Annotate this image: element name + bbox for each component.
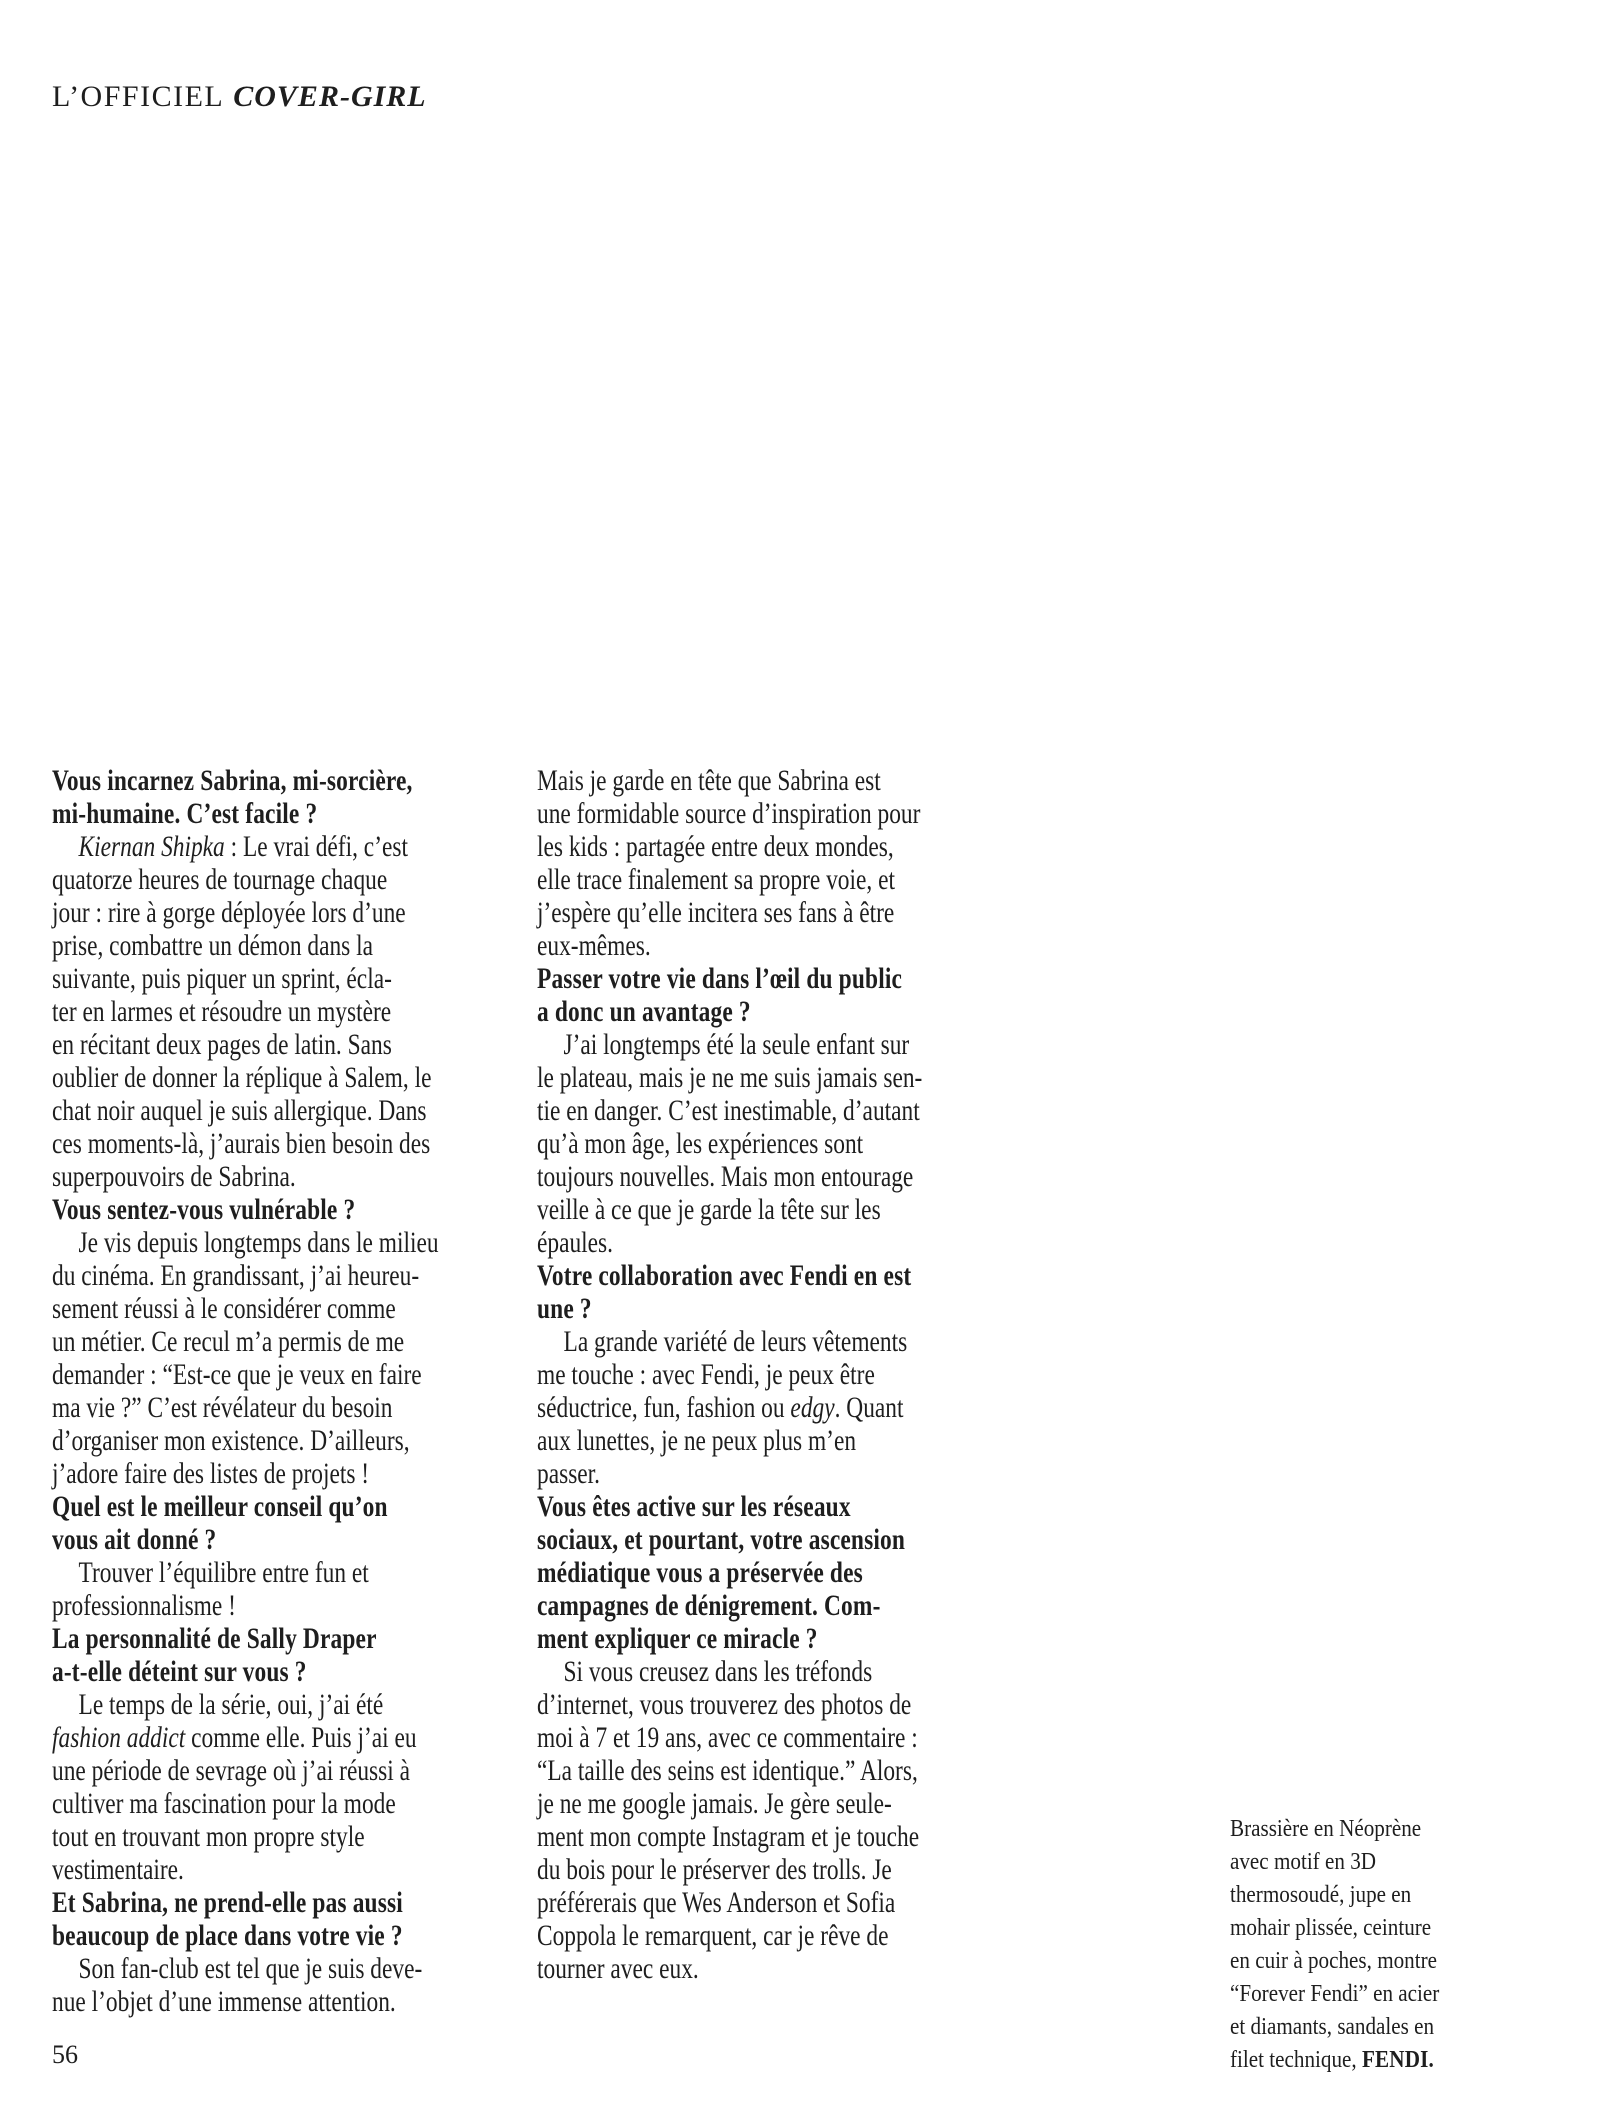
text-line: [537, 1655, 922, 1688]
text-line: [52, 1985, 439, 2018]
text-run: filet technique,: [1230, 2047, 1362, 2073]
text-line: [52, 1523, 439, 1556]
text-run: d’organiser mon existence. D’ailleurs,: [52, 1424, 410, 1457]
text-line: [52, 1457, 439, 1490]
text-line: [537, 1259, 922, 1292]
magazine-header: [52, 80, 427, 114]
text-line: [52, 1325, 439, 1358]
text-line: [52, 1358, 439, 1391]
photo-caption: [1230, 1813, 1439, 2077]
text-run: . Quant: [834, 1391, 904, 1424]
text-run: a donc un avantage ?: [537, 995, 751, 1028]
text-line: [52, 1061, 439, 1094]
text-line: [52, 1028, 439, 1061]
text-line: [52, 962, 439, 995]
text-run: prise, combattre un démon dans la: [52, 929, 374, 962]
text-run: qu’à mon âge, les expériences sont: [537, 1127, 864, 1160]
magazine-brand: L’OFFICIEL: [52, 80, 225, 113]
text-run: Son fan-club est tel que je suis deve-: [78, 1952, 423, 1985]
text-run: toujours nouvelles. Mais mon entourage: [537, 1160, 914, 1193]
text-line: [537, 797, 922, 830]
text-run: J’ai longtemps été la seule enfant sur: [563, 1028, 910, 1061]
text-run: comme elle. Puis j’ai eu: [185, 1721, 417, 1754]
text-run: j’adore faire des listes de projets !: [52, 1457, 370, 1490]
text-line: [537, 1820, 922, 1853]
text-line: [52, 929, 439, 962]
text-line: [537, 1853, 922, 1886]
text-run: mohair plissée, ceinture: [1230, 1915, 1432, 1941]
text-line: [537, 962, 922, 995]
text-run: passer.: [537, 1457, 601, 1490]
text-line: [537, 1325, 922, 1358]
text-line: [537, 1457, 922, 1490]
text-line: [537, 830, 922, 863]
text-run: veille à ce que je garde la tête sur les: [537, 1193, 881, 1226]
text-line: [1230, 1978, 1439, 2011]
text-run: moi à 7 et 19 ans, avec ce commentaire :: [537, 1721, 918, 1754]
text-run: sociaux, et pourtant, votre ascension: [537, 1523, 906, 1556]
text-line: [52, 1292, 439, 1325]
text-run: Vous sentez-vous vulnérable ?: [52, 1193, 356, 1226]
text-run: Passer votre vie dans l’œil du public: [537, 962, 903, 995]
text-line: [52, 1160, 439, 1193]
text-run: un métier. Ce recul m’a permis de me: [52, 1325, 405, 1358]
text-line: [52, 1721, 439, 1754]
text-line: [52, 1787, 439, 1820]
text-line: [52, 995, 439, 1028]
text-run: “La taille des seins est identique.” Alors,: [537, 1754, 918, 1787]
text-run: Kiernan Shipka: [78, 830, 225, 863]
text-run: Et Sabrina, ne prend-elle pas aussi: [52, 1886, 403, 1919]
text-line: [52, 1655, 439, 1688]
text-run: Vous incarnez Sabrina, mi-sorcière,: [52, 764, 413, 797]
text-line: [537, 1886, 922, 1919]
text-run: campagnes de dénigrement. Com-: [537, 1589, 881, 1622]
text-line: [537, 929, 922, 962]
text-line: [537, 1556, 922, 1589]
text-run: nue l’objet d’une immense attention.: [52, 1985, 396, 2018]
text-line: [537, 1721, 922, 1754]
text-line: [52, 1820, 439, 1853]
text-line: [537, 1391, 922, 1424]
text-line: [52, 1127, 439, 1160]
text-line: [537, 1127, 922, 1160]
text-line: [52, 1853, 439, 1886]
text-line: [52, 1094, 439, 1127]
text-run: superpouvoirs de Sabrina.: [52, 1160, 296, 1193]
text-line: [537, 1787, 922, 1820]
text-run: “Forever Fendi” en acier: [1230, 1981, 1440, 2007]
text-line: [52, 1556, 439, 1589]
text-line: [1230, 1945, 1439, 1978]
text-run: en cuir à poches, montre: [1230, 1948, 1438, 1974]
text-line: [537, 995, 922, 1028]
text-run: avec motif en 3D: [1230, 1849, 1377, 1875]
text-line: [52, 1919, 439, 1952]
text-run: cultiver ma fascination pour la mode: [52, 1787, 396, 1820]
text-line: [537, 1622, 922, 1655]
article-column-2: [537, 764, 922, 1985]
text-line: [1230, 1912, 1439, 1945]
text-run: ter en larmes et résoudre un mystère: [52, 995, 392, 1028]
text-line: [52, 1622, 439, 1655]
text-run: ces moments-là, j’aurais bien besoin des: [52, 1127, 431, 1160]
text-line: [52, 1259, 439, 1292]
text-run: demander : “Est-ce que je veux en faire: [52, 1358, 422, 1391]
text-line: [537, 1919, 922, 1952]
text-run: thermosoudé, jupe en: [1230, 1882, 1412, 1908]
text-line: [537, 863, 922, 896]
text-line: [1230, 1813, 1439, 1846]
text-run: une formidable source d’inspiration pour: [537, 797, 921, 830]
text-line: [52, 1754, 439, 1787]
text-line: [537, 764, 922, 797]
text-run: j’espère qu’elle incitera ses fans à être: [537, 896, 895, 929]
text-run: en récitant deux pages de latin. Sans: [52, 1028, 392, 1061]
text-run: les kids : partagée entre deux mondes,: [537, 830, 894, 863]
text-run: Vous êtes active sur les réseaux: [537, 1490, 851, 1523]
text-line: [52, 1886, 439, 1919]
text-run: aux lunettes, je ne peux plus m’en: [537, 1424, 857, 1457]
text-line: [537, 1226, 922, 1259]
text-run: Coppola le remarquent, car je rêve de: [537, 1919, 889, 1952]
text-line: [52, 1589, 439, 1622]
text-run: a-t-elle déteint sur vous ?: [52, 1655, 307, 1688]
text-run: d’internet, vous trouverez des photos de: [537, 1688, 912, 1721]
text-line: [537, 1490, 922, 1523]
text-run: : Le vrai défi, c’est: [224, 830, 408, 863]
text-run: tie en danger. C’est inestimable, d’autant: [537, 1094, 920, 1127]
text-run: ma vie ?” C’est révélateur du besoin: [52, 1391, 393, 1424]
text-run: Mais je garde en tête que Sabrina est: [537, 764, 881, 797]
text-line: [537, 1061, 922, 1094]
text-run: jour : rire à gorge déployée lors d’une: [52, 896, 406, 929]
text-run: je ne me google jamais. Je gère seule-: [537, 1787, 892, 1820]
text-line: [52, 1490, 439, 1523]
text-run: Je vis depuis longtemps dans le milieu: [78, 1226, 439, 1259]
text-run: Trouver l’équilibre entre fun et: [78, 1556, 369, 1589]
text-line: [537, 1688, 922, 1721]
text-run: vestimentaire.: [52, 1853, 184, 1886]
text-run: suivante, puis piquer un sprint, écla-: [52, 962, 392, 995]
text-line: [537, 1160, 922, 1193]
text-line: [537, 1424, 922, 1457]
text-run: beaucoup de place dans votre vie ?: [52, 1919, 403, 1952]
text-run: oublier de donner la réplique à Salem, le: [52, 1061, 432, 1094]
text-line: [52, 1226, 439, 1259]
text-run: médiatique vous a préservée des: [537, 1556, 863, 1589]
text-run: me touche : avec Fendi, je peux être: [537, 1358, 875, 1391]
text-line: [537, 1028, 922, 1061]
text-run: et diamants, sandales en: [1230, 2014, 1435, 2040]
text-line: [537, 1754, 922, 1787]
text-line: [537, 1952, 922, 1985]
text-run: une ?: [537, 1292, 592, 1325]
text-run: La personnalité de Sally Draper: [52, 1622, 377, 1655]
text-run: mi-humaine. C’est facile ?: [52, 797, 318, 830]
text-run: professionnalisme !: [52, 1589, 236, 1622]
article-column-1: [52, 764, 439, 2018]
text-run: FENDI.: [1361, 2047, 1435, 2073]
text-run: edgy: [790, 1391, 835, 1424]
text-run: sement réussi à le considérer comme: [52, 1292, 396, 1325]
text-line: [1230, 1879, 1439, 1912]
text-run: fashion addict: [52, 1721, 186, 1754]
text-line: [52, 896, 439, 929]
text-run: épaules.: [537, 1226, 614, 1259]
text-line: [52, 764, 439, 797]
text-line: [52, 797, 439, 830]
text-run: le plateau, mais je ne me suis jamais sen-: [537, 1061, 923, 1094]
section-title: COVER-GIRL: [233, 80, 427, 113]
text-line: [537, 1358, 922, 1391]
text-line: [537, 1523, 922, 1556]
text-line: [52, 1688, 439, 1721]
text-run: elle trace finalement sa propre voie, et: [537, 863, 895, 896]
text-line: [537, 896, 922, 929]
text-line: [537, 1292, 922, 1325]
text-line: [52, 1952, 439, 1985]
text-run: Votre collaboration avec Fendi en est: [537, 1259, 912, 1292]
text-run: une période de sevrage où j’ai réussi à: [52, 1754, 411, 1787]
text-line: [52, 863, 439, 896]
text-run: La grande variété de leurs vêtements: [563, 1325, 908, 1358]
text-line: [52, 1424, 439, 1457]
text-line: [537, 1094, 922, 1127]
text-run: ment mon compte Instagram et je touche: [537, 1820, 920, 1853]
text-run: du cinéma. En grandissant, j’ai heureu-: [52, 1259, 420, 1292]
text-line: [537, 1589, 922, 1622]
text-line: [537, 1193, 922, 1226]
text-run: vous ait donné ?: [52, 1523, 217, 1556]
text-line: [1230, 2044, 1439, 2077]
text-line: [1230, 1846, 1439, 1879]
text-run: eux-mêmes.: [537, 929, 651, 962]
text-run: quatorze heures de tournage chaque: [52, 863, 388, 896]
text-line: [52, 1193, 439, 1226]
text-run: Si vous creusez dans les tréfonds: [563, 1655, 873, 1688]
text-run: Le temps de la série, oui, j’ai été: [78, 1688, 384, 1721]
text-line: [52, 830, 439, 863]
page-number: 56: [52, 2040, 78, 2069]
text-run: Brassière en Néoprène: [1230, 1816, 1422, 1842]
text-run: Quel est le meilleur conseil qu’on: [52, 1490, 388, 1523]
text-run: tourner avec eux.: [537, 1952, 699, 1985]
text-line: [52, 1391, 439, 1424]
text-run: chat noir auquel je suis allergique. Dans: [52, 1094, 427, 1127]
text-run: séductrice, fun, fashion ou: [537, 1391, 791, 1424]
text-run: du bois pour le préserver des trolls. Je: [537, 1853, 892, 1886]
text-run: tout en trouvant mon propre style: [52, 1820, 365, 1853]
text-run: préférerais que Wes Anderson et Sofia: [537, 1886, 896, 1919]
text-line: [1230, 2011, 1439, 2044]
text-run: ment expliquer ce miracle ?: [537, 1622, 818, 1655]
